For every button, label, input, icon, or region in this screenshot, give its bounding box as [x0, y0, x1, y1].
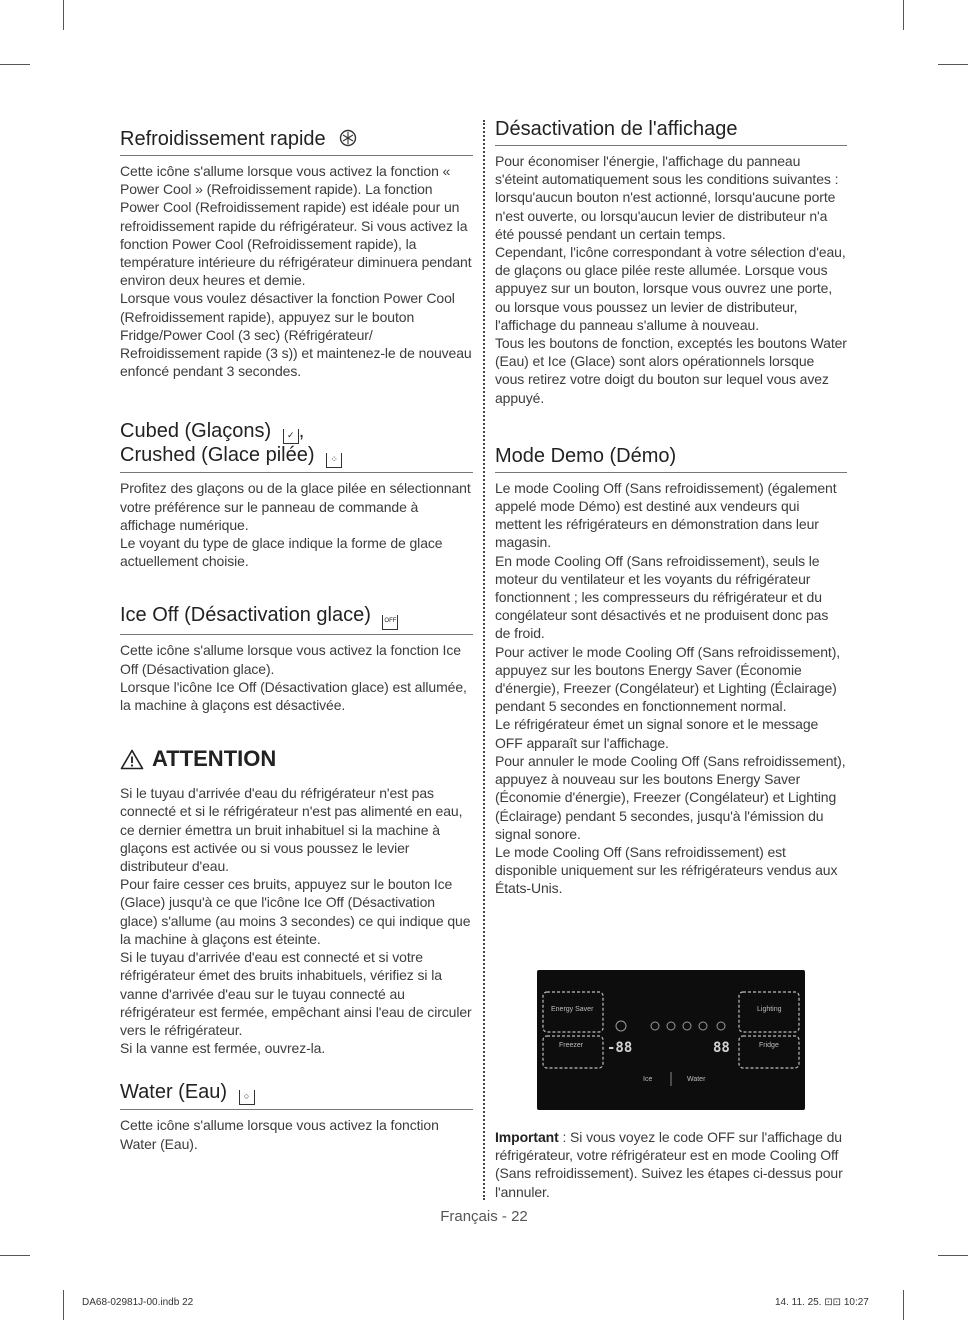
title-separator: , — [298, 420, 305, 443]
water-label: Water — [687, 1076, 706, 1083]
cubed-ice-icon: ✓ — [283, 429, 299, 444]
section-power-cool — [120, 128, 473, 380]
crop-mark — [903, 1290, 904, 1320]
fridge-temp-display: 88 — [713, 1040, 730, 1056]
paragraph: Profitez des glaçons ou de la glace pilée en sélectionnant votre préférence sur le panneau de commande à affichage numérique. — [120, 480, 471, 533]
freezer-temp-display: -88 — [607, 1040, 633, 1056]
section-title-text: Refroidissement rapide — [120, 128, 326, 150]
section-title — [120, 604, 473, 635]
section-title — [120, 1081, 473, 1110]
section-title: Désactivation de l'affichage — [495, 118, 847, 146]
water-icon: ○ — [239, 1090, 255, 1105]
section-attention — [120, 746, 473, 1057]
ice-off-icon: OFF — [382, 615, 398, 630]
paragraph: En mode Cooling Off (Sans refroidissement), seuls le moteur du ventilateur et les voyants du réfrigérateur fonctionnent ; les compresseurs du réfrigérateur et du congélateur sont désactivés et ne produisent donc pas de froid. — [495, 552, 829, 642]
crop-mark — [63, 1290, 64, 1320]
crop-mark — [903, 0, 904, 30]
power-cool-icon — [339, 129, 357, 147]
paragraph: Le mode Cooling Off (Sans refroidissement) (également appelé mode Démo) est destiné aux vendeurs qui mettent les réfrigérateurs en démonstration dans leur magasin. — [495, 479, 837, 551]
section-cubed-crushed — [120, 420, 473, 570]
paragraph: Pour activer le mode Cooling Off (Sans refroidissement), appuyez sur les boutons Energy Saver (Économie d'énergie), Freezer (Congélateur) et Lighting (Éclairage) pendant 5 secondes en fonctionnement normal. — [495, 643, 841, 715]
paragraph: Le réfrigérateur émet un signal sonore et le message OFF apparaît sur l'affichage. — [495, 716, 819, 751]
paragraph: Pour faire cesser ces bruits, appuyez sur le bouton Ice (Glace) jusqu'à ce que l'icône Ice Off (Désactivation glace) s'allume (au moins 3 secondes) ce qui indique que la machine à glaçons est éteinte. — [120, 876, 471, 947]
section-title — [120, 128, 473, 156]
important-text: : Si vous voyez le code OFF sur l'affichage du réfrigérateur, votre réfrigérateur est en mode Cooling Off (Sans refroidissement). Suivez les étapes ci-dessus pour l'annuler. — [495, 1129, 843, 1200]
paragraph: Cependant, l'icône correspondant à votre sélection d'eau, de glaçons ou glace pilée reste allumée. Lorsque vous appuyez sur un bouton, lorsque vous ouvrez une porte, ou lorsque vous poussez un levier de distributeur, l'affichage du panneau s'allume à nouveau. — [495, 244, 846, 333]
crushed-ice-icon: ⁘ — [326, 453, 342, 468]
section-demo-mode — [495, 445, 847, 898]
paragraph: Cette icône s'allume lorsque vous activez la fonction Ice Off (Désactivation glace). — [120, 642, 461, 677]
section-display-off — [495, 118, 847, 407]
crop-mark — [938, 64, 968, 65]
page-number: Français - 22 — [440, 1208, 528, 1225]
important-note — [495, 1128, 850, 1201]
ice-label: Ice — [643, 1076, 653, 1083]
section-ice-off — [120, 604, 473, 714]
section-water — [120, 1081, 473, 1152]
crop-mark — [0, 64, 30, 65]
attention-title-text: ATTENTION — [152, 746, 277, 772]
section-title-text: Crushed (Glace pilée) — [120, 444, 315, 467]
energy-saver-label: Energy Saver — [551, 1006, 594, 1013]
left-column — [120, 118, 473, 1153]
warning-icon — [120, 749, 144, 770]
footer-date: 14. 11. 25. ⊡⊡ 10:27 — [775, 1297, 869, 1308]
attention-title — [120, 746, 473, 772]
paragraph: Cette icône s'allume lorsque vous activez la fonction Water (Eau). — [120, 1117, 439, 1152]
panel-frame — [537, 970, 805, 1110]
paragraph: Si la vanne est fermée, ouvrez-la. — [120, 1040, 326, 1057]
crop-mark — [0, 1255, 30, 1256]
section-title-text: Ice Off (Désactivation glace) — [120, 604, 371, 627]
paragraph: Lorsque l'icône Ice Off (Désactivation glace) est allumée, la machine à glaçons est désactivée. — [120, 678, 467, 714]
paragraph: Tous les boutons de fonction, exceptés les boutons Water (Eau) et Ice (Glace) sont alors opérationnels lorsque vous retirez votre doigt du bouton sur lequel vous avez appuyé. — [495, 335, 847, 406]
freezer-label: Freezer — [559, 1042, 584, 1049]
paragraph: Si le tuyau d'arrivée d'eau est connecté et si votre réfrigérateur émet des bruits inhabituels, vérifiez si la vanne d'arrivée d'eau sur le tuyau connecté au réfrigérateur est fermée, empêchant ainsi l'eau de circuler vers le réfrigérateur. — [120, 949, 472, 1038]
crop-mark — [63, 0, 64, 30]
important-label: Important — [495, 1129, 559, 1145]
crop-mark — [938, 1255, 968, 1256]
right-column — [495, 118, 847, 898]
section-title-text: Water (Eau) — [120, 1081, 228, 1104]
footer-file-name: DA68-02981J-00.indb 22 — [82, 1297, 194, 1308]
paragraph: Le mode Cooling Off (Sans refroidissement) est disponible uniquement sur les réfrigérateurs vendus aux États-Unis. — [495, 843, 838, 897]
paragraph: Pour annuler le mode Cooling Off (Sans refroidissement), appuyez à nouveau sur les boutons Energy Saver (Économie d'énergie), Freezer (Congélateur) et Lighting (Éclairage) pendant 5 secondes, jusqu'à l'émission du signal sonore. — [495, 752, 846, 842]
section-title: Mode Demo (Démo) — [495, 445, 847, 473]
section-title — [120, 420, 473, 473]
paragraph: Lorsque vous voulez désactiver la fonction Power Cool (Refroidissement rapide), appuyez sur le bouton Fridge/Power Cool (3 sec) (Réfrigérateur/ Refroidissement rapide (3 s)) et maintenez-le de nouveau enfoncé pendant 3 secondes. — [120, 290, 472, 380]
fridge-label: Fridge — [759, 1042, 779, 1049]
section-title-text: Cubed (Glaçons) — [120, 420, 272, 443]
paragraph: Cette icône s'allume lorsque vous activez la fonction « Power Cool » (Refroidissement rapide). La fonction Power Cool (Refroidissement rapide) est idéale pour un refroidissement rapide du réfrigérateur. Si vous activez la fonction Power Cool (Refroidissement rapide), la température intérieure du réfrigérateur diminuera pendant environ deux heures et demie. — [120, 163, 472, 289]
lighting-label: Lighting — [757, 1006, 782, 1013]
paragraph: Pour économiser l'énergie, l'affichage du panneau s'éteint automatiquement sous les conditions suivantes : lorsqu'aucun bouton n'est actionné, lorsqu'aucune porte n'est ouverte, ou lorsqu'aucun levier de distributeur n'a été poussé pendant un certain temps. — [495, 153, 839, 242]
control-panel-image — [537, 970, 805, 1110]
paragraph: Si le tuyau d'arrivée d'eau du réfrigérateur n'est pas connecté et si le réfrigérateur n'est pas alimenté en eau, ce dernier émettra un bruit inhabituel si la machine à glaçons est activée ou si vous poussez le levier distributeur d'eau. — [120, 785, 463, 875]
column-divider — [483, 120, 485, 1200]
paragraph: Le voyant du type de glace indique la forme de glace actuellement choisie. — [120, 535, 443, 570]
